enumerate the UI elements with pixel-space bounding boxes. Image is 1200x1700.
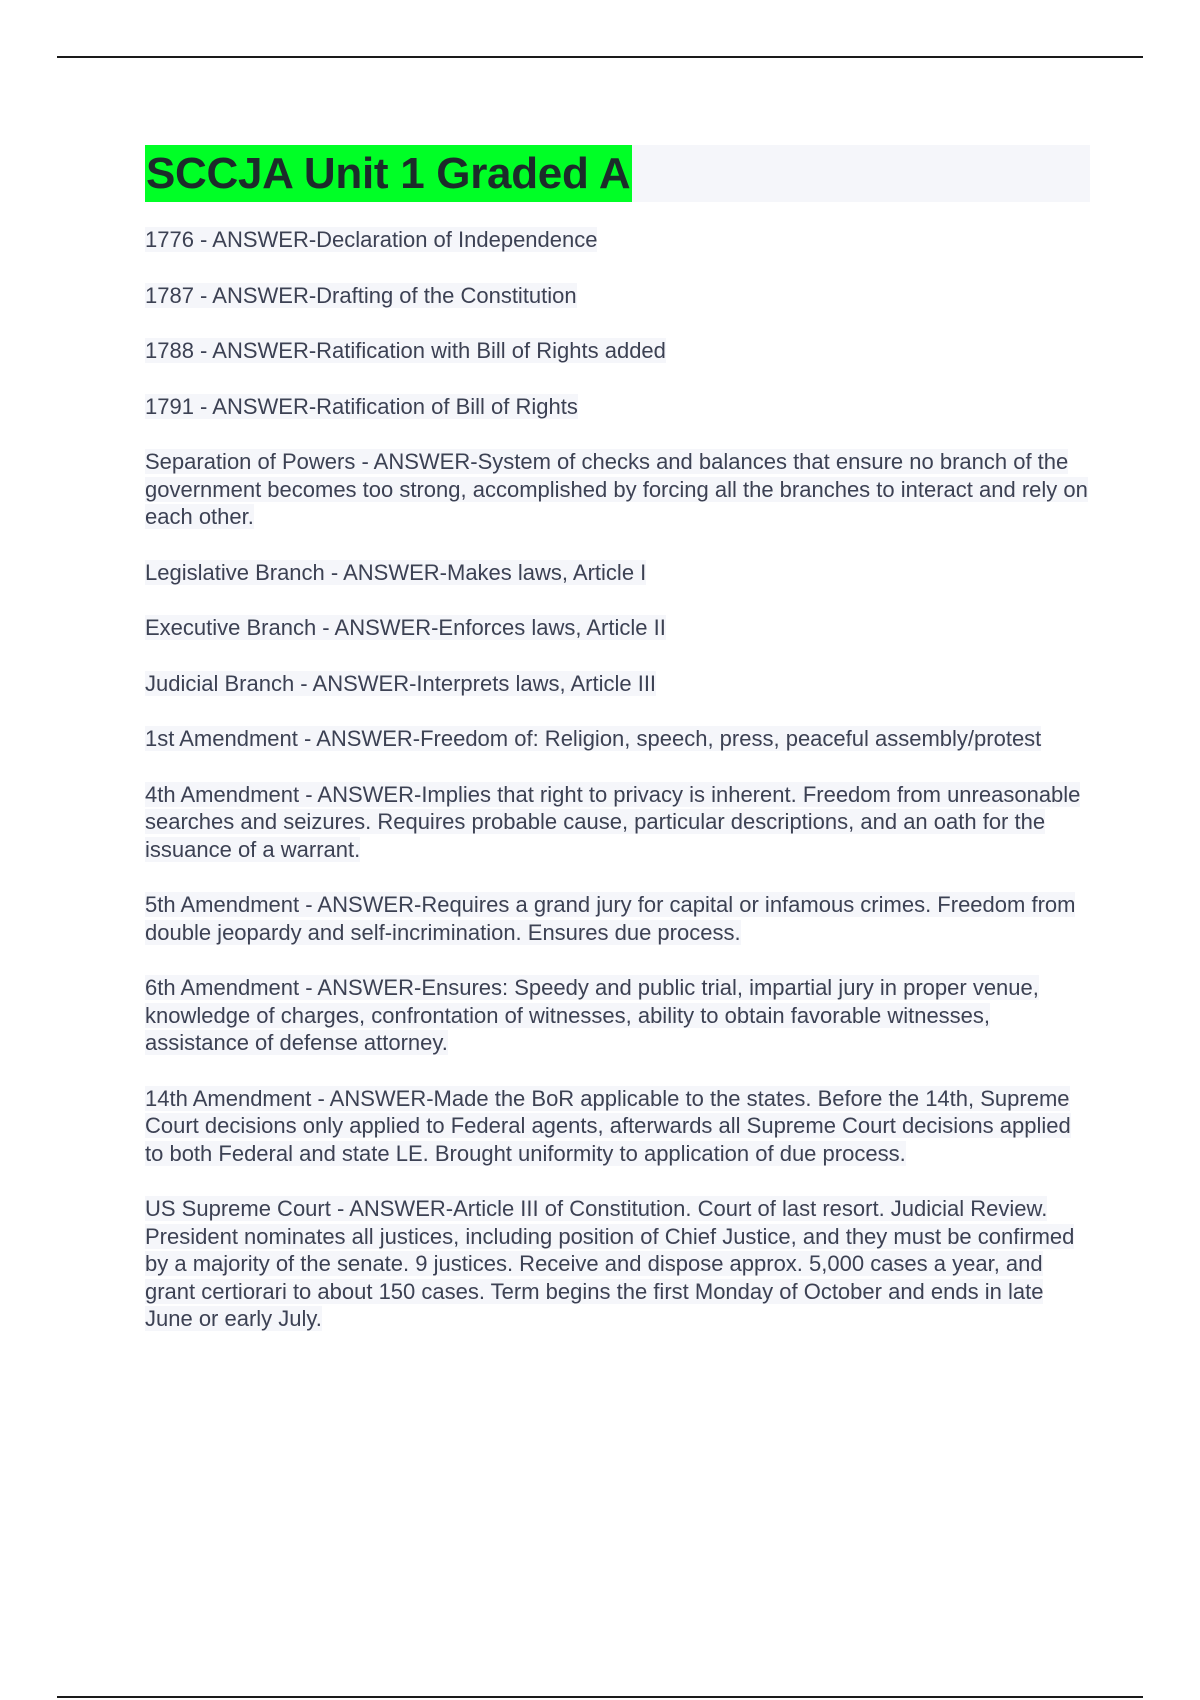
entry-5th-amendment: 5th Amendment - ANSWER-Requires a grand jury for capital or infamous crimes. Freedom from double jeopardy and self-incrimination. Ensures due process. [145, 892, 1076, 945]
entry-us-supreme-court: US Supreme Court - ANSWER-Article III of Constitution. Court of last resort. Judicial Review. President nominates all justices, including position of Chief Justice, and they must be confirmed by a majority of the senate. 9 justices. Receive and dispose approx. 5,000 cases a year, and grant certiorari to about 150 cases. Term begins the first Monday of October and ends in late June or early July. [145, 1196, 1075, 1331]
entry-1791: 1791 - ANSWER-Ratification of Bill of Rights [145, 393, 578, 419]
entry-legislative-branch: Legislative Branch - ANSWER-Makes laws, Article I [145, 559, 647, 585]
entry-executive-branch: Executive Branch - ANSWER-Enforces laws, Article II [145, 615, 666, 640]
footer-rule [57, 1696, 1143, 1698]
entry-1st-amendment: 1st Amendment - ANSWER-Freedom of: Religion, speech, press, peaceful assembly/protest [145, 726, 1042, 751]
entry-1787: 1787 - ANSWER-Drafting of the Constitution [145, 282, 577, 308]
title-row [145, 145, 1090, 202]
entry-14th-amendment: 14th Amendment - ANSWER-Made the BoR applicable to the states. Before the 14th, Supreme Court decisions only applied to Federal agents, afterwards all Supreme Court decisions applied to both Federal and state LE. Brought uniformity to application of due process. [145, 1085, 1071, 1166]
document-body [145, 145, 1090, 1361]
header-rule [57, 56, 1143, 58]
entry-6th-amendment: 6th Amendment - ANSWER-Ensures: Speedy and public trial, impartial jury in proper venue, knowledge of charges, confrontation of witnesses, ability to obtain favorable witnesses, assistance of defense attorney. [145, 975, 1039, 1055]
entry-judicial-branch: Judicial Branch - ANSWER-Interprets laws, Article III [145, 670, 657, 696]
document-title: SCCJA Unit 1 Graded A [145, 145, 632, 202]
entry-1788: 1788 - ANSWER-Ratification with Bill of Rights added [145, 338, 666, 363]
entry-separation-of-powers: Separation of Powers - ANSWER-System of checks and balances that ensure no branch of the government becomes too strong, accomplished by forcing all the branches to interact and rely on each other. [145, 449, 1088, 529]
entry-4th-amendment: 4th Amendment - ANSWER-Implies that right to privacy is inherent. Freedom from unreasonable searches and seizures. Requires probable cause, particular descriptions, and an oath for the issuance of a warrant. [145, 781, 1081, 862]
entry-1776: 1776 - ANSWER-Declaration of Independence [145, 227, 598, 252]
